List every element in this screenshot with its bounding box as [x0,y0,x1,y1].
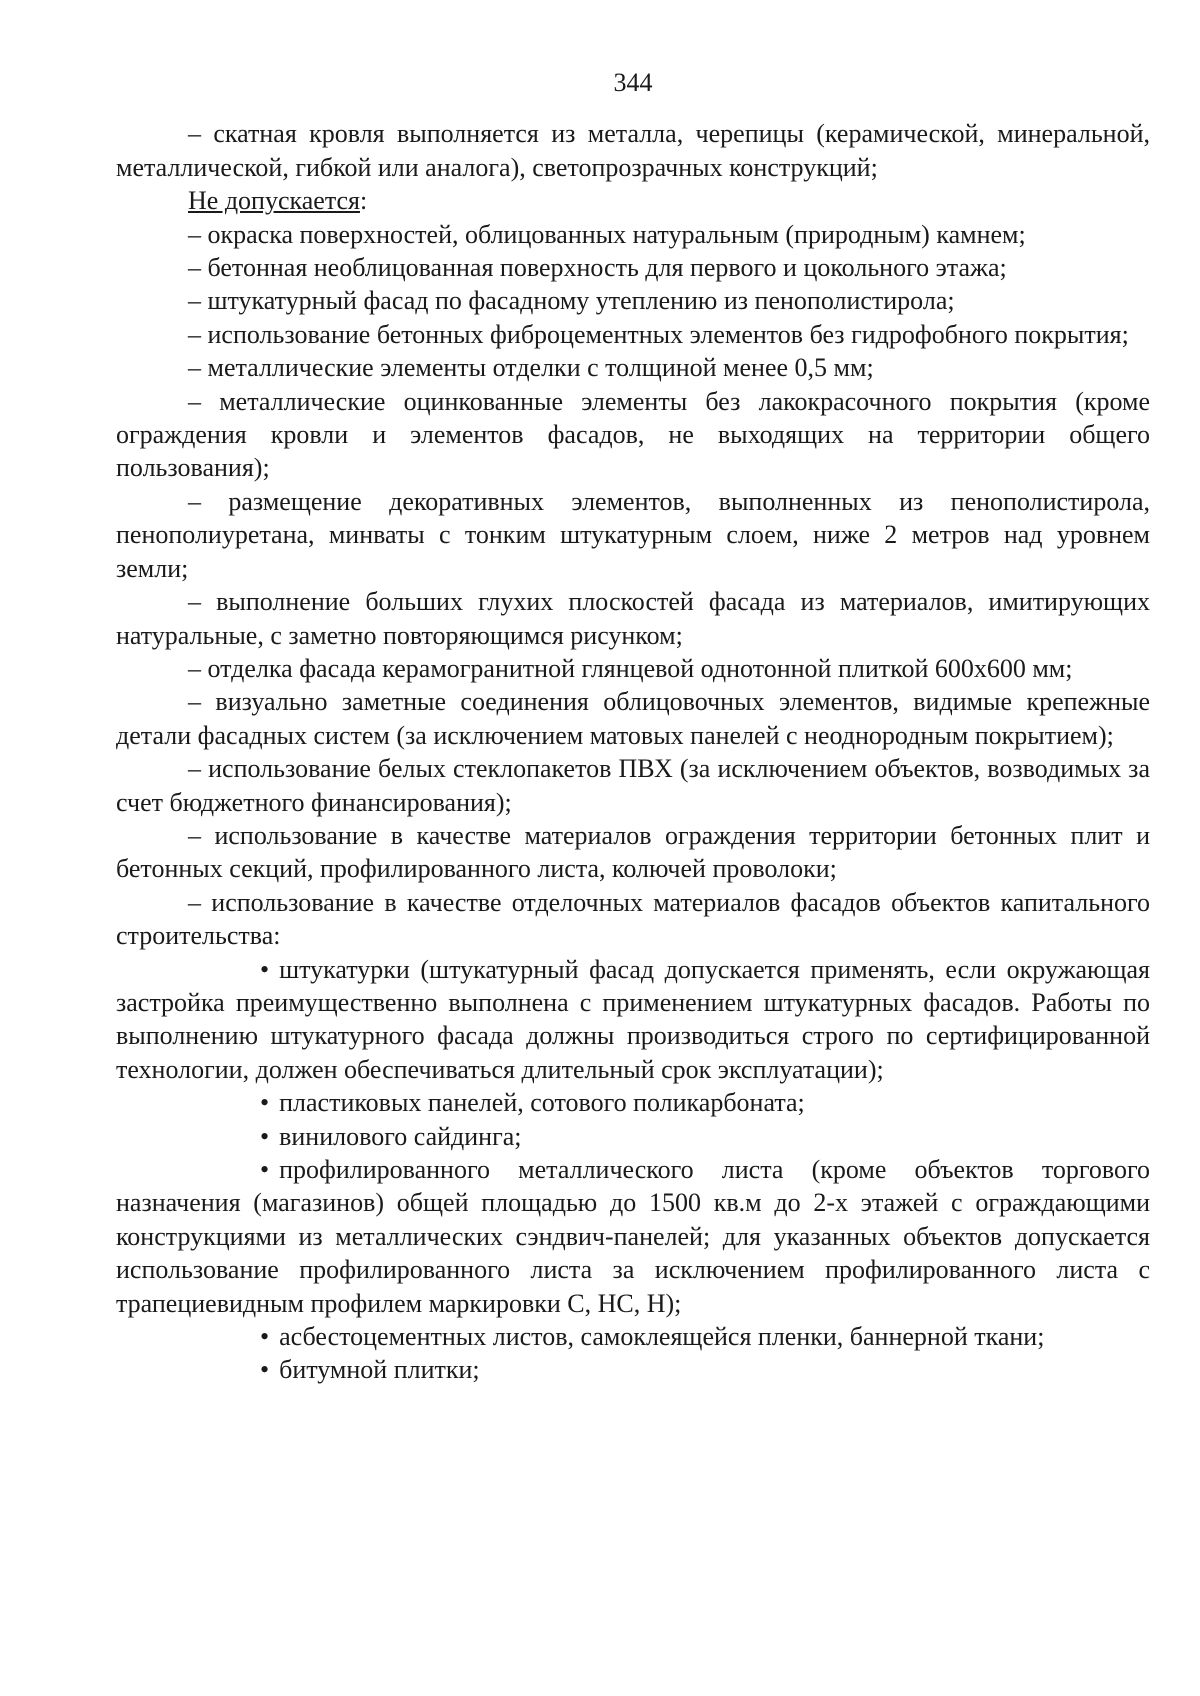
list-item: – использование бетонных фиброцементных элементов без гидрофобного покрытия; [188,319,1129,349]
bullet-icon: • [260,1155,270,1184]
list-item: – металлические оцинкованные элементы без лакокрасочного покрытия (кроме ограждения кровли и элементов фасадов, не выходящих на территории общего пользования); [116,386,1150,483]
list-item: – штукатурный фасад по фасадному утеплению из пенополистирола; [188,286,955,316]
bullet-list-item [116,1120,1150,1153]
list-item: – бетонная необлицованная поверхность для первого и цокольного этажа; [188,253,1007,283]
list-item: – использование в качестве отделочных материалов фасадов объектов капитального строительства: [116,887,1150,951]
bullet-list-item [116,1353,1150,1386]
bullet-text: штукатурки (штукатурный фасад допускается применять, если окружающая застройка преимущественно выполнена с применением штукатурных фасадов. Работы по выполнению штукатурного фасада должны производиться строго по сертифицированной технологии, должен обеспечиваться длительный срок эксплуатации); [116,954,1150,1084]
bullet-list-item [116,1086,1150,1119]
list-item: – размещение декоративных элементов, выполненных из пенополистирола, пенополиуретана, минваты с тонким штукатурным слоем, ниже 2 метров над уровнем земли; [116,486,1150,583]
intro-item: – скатная кровля выполняется из металла, черепицы (керамической, минеральной, металлической, гибкой или аналога), светопрозрачных конструкций; [116,119,1150,182]
bullet-list-item [116,1153,1150,1320]
section-heading [116,184,1150,217]
heading-suffix: : [360,186,368,216]
bullet-icon: • [260,954,270,984]
bullet-text: асбестоцементных листов, самоклеящейся пленки, баннерной ткани; [279,1322,1045,1352]
bullet-text: битумной плитки; [279,1355,480,1385]
heading-underlined: Не допускается [188,186,360,216]
bullet-text: пластиковых панелей, сотового поликарбоната; [279,1088,805,1118]
bullet-icon: • [260,1088,270,1118]
bullet-icon: • [260,1121,270,1151]
list-item: – использование белых стеклопакетов ПВХ (за исключением объектов, возводимых за счет бюджетного финансирования); [116,754,1150,817]
list-item: – визуально заметные соединения облицовочных элементов, видимые крепежные детали фасадных систем (за исключением матовых панелей с неоднородным покрытием); [116,687,1150,750]
bullet-list-item [116,953,1150,1087]
bullet-text: винилового сайдинга; [279,1121,522,1151]
list-item: – металлические элементы отделки с толщиной менее 0,5 мм; [188,353,874,383]
bullet-icon: • [260,1355,270,1385]
bullet-list-item [116,1320,1150,1353]
list-item: – использование в качестве материалов ограждения территории бетонных плит и бетонных секций, профилированного листа, колючей проволоки; [116,820,1150,884]
bullet-text: профилированного металлического листа (кроме объектов торгового назначения (магазинов) общей площадью до 1500 кв.м до 2-х этажей с ограждающими конструкциями из металлических сэндвич-панелей; для указанных объектов допускается использование профилированного листа за исключением профилированного листа с трапециевидным профилем маркировки С, НС, Н); [116,1155,1150,1318]
list-item: – отделка фасада керамогранитной глянцевой однотонной плиткой 600х600 мм; [188,653,1073,683]
bullet-icon: • [260,1322,270,1352]
list-item: – окраска поверхностей, облицованных натуральным (природным) камнем; [188,219,1026,249]
list-item: – выполнение больших глухих плоскостей фасада из материалов, имитирующих натуральные, с заметно повторяющимся рисунком; [116,587,1150,650]
document-page [116,66,1150,1387]
page-number: 344 [613,68,653,97]
